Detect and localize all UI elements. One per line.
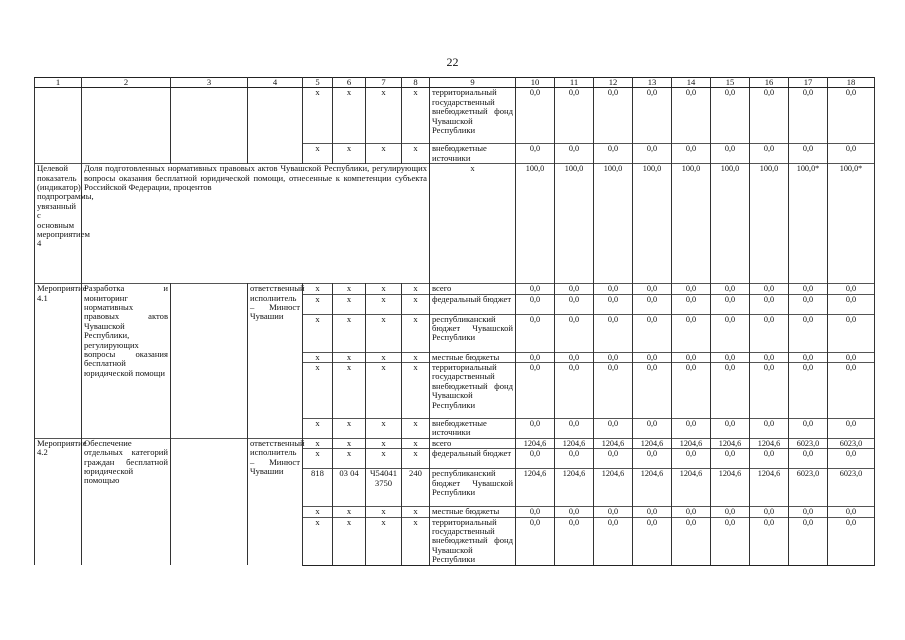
- code-cell: х: [366, 352, 402, 362]
- code-cell: х: [402, 352, 430, 362]
- value-cell: 0,0: [750, 284, 789, 294]
- value-cell: 0,0: [594, 144, 633, 164]
- activity-label: Мероприятие 4.1: [35, 284, 82, 439]
- value-cell: 0,0: [594, 352, 633, 362]
- code-cell: х: [333, 314, 366, 352]
- column-header: 9: [430, 78, 516, 88]
- column-header: 15: [711, 78, 750, 88]
- value-cell: 0,0: [516, 144, 555, 164]
- value-cell: 0,0: [828, 314, 875, 352]
- value-cell: 0,0: [633, 314, 672, 352]
- code-cell: х: [333, 294, 366, 314]
- value-cell: 0,0: [633, 449, 672, 469]
- budget-table: [34, 77, 875, 566]
- value-cell: 0,0: [828, 284, 875, 294]
- value-cell: 0,0: [594, 507, 633, 517]
- value-cell: 0,0: [555, 284, 594, 294]
- value-cell: 0,0: [672, 352, 711, 362]
- value-cell: 0,0: [594, 363, 633, 419]
- value-cell: 0,0: [789, 419, 828, 439]
- code-cell: х: [333, 284, 366, 294]
- value-cell: 0,0: [516, 294, 555, 314]
- code-cell: х: [333, 449, 366, 469]
- value-cell: 6023,0: [828, 469, 875, 507]
- value-cell: 0,0: [750, 294, 789, 314]
- code-cell: х: [402, 438, 430, 448]
- funding-source-cell: внебюджетные источники: [430, 419, 516, 439]
- value-cell: 0,0: [555, 314, 594, 352]
- code-cell: х: [366, 144, 402, 164]
- funding-source-cell: федеральный бюджет: [430, 294, 516, 314]
- value-cell: 0,0: [711, 517, 750, 565]
- value-cell: 0,0: [555, 144, 594, 164]
- value-cell: 0,0: [750, 88, 789, 144]
- value-cell: 0,0: [516, 314, 555, 352]
- value-cell: 0,0: [711, 88, 750, 144]
- code-cell: х: [333, 88, 366, 144]
- code-cell: 818: [303, 469, 333, 507]
- code-cell: х: [366, 88, 402, 144]
- column-header: 18: [828, 78, 875, 88]
- value-cell: 0,0: [555, 88, 594, 144]
- value-cell: 0,0: [633, 352, 672, 362]
- column-header: 14: [672, 78, 711, 88]
- value-cell: 0,0: [828, 419, 875, 439]
- value-cell: 0,0: [672, 294, 711, 314]
- column-header: 17: [789, 78, 828, 88]
- value-cell: 0,0: [711, 284, 750, 294]
- value-cell: 0,0: [750, 314, 789, 352]
- activity-executor: ответственный исполнитель – Минюст Чувашии: [248, 438, 303, 565]
- code-cell: х: [366, 419, 402, 439]
- value-cell: 0,0: [633, 363, 672, 419]
- column-header: 3: [171, 78, 248, 88]
- value-cell: 0,0: [516, 88, 555, 144]
- code-cell: х: [402, 294, 430, 314]
- value-cell: 0,0: [633, 517, 672, 565]
- value-cell: 0,0: [633, 284, 672, 294]
- code-cell: х: [402, 314, 430, 352]
- value-cell: 0,0: [555, 517, 594, 565]
- value-cell: 0,0: [711, 419, 750, 439]
- funding-source-cell: всего: [430, 438, 516, 448]
- empty-cell: [171, 284, 248, 439]
- funding-source-cell: внебюджетные источники: [430, 144, 516, 164]
- value-cell: 6023,0: [789, 438, 828, 448]
- funding-source-cell: республиканский бюджет Чувашской Республики: [430, 469, 516, 507]
- value-cell: 1204,6: [555, 438, 594, 448]
- value-cell: 0,0: [750, 144, 789, 164]
- code-cell: х: [402, 284, 430, 294]
- value-cell: 0,0: [672, 363, 711, 419]
- value-cell: 0,0: [828, 88, 875, 144]
- value-cell: 0,0: [789, 88, 828, 144]
- code-cell: х: [303, 363, 333, 419]
- code-cell: х: [303, 507, 333, 517]
- activity-name: Разработка и мониторинг нормативных правовых актов Чувашской Республики, регулирующих вопросы оказания бесплатной юридической помощи: [82, 284, 171, 439]
- value-cell: 0,0: [750, 517, 789, 565]
- code-cell: х: [303, 144, 333, 164]
- value-cell: 100,0: [594, 164, 633, 284]
- code-cell: х: [366, 517, 402, 565]
- funding-source-cell: территориальный государственный внебюджетный фонд Чувашской Республики: [430, 88, 516, 144]
- code-cell: х: [366, 449, 402, 469]
- page-number: 22: [446, 55, 459, 69]
- value-cell: 0,0: [594, 449, 633, 469]
- activity-executor: ответственный исполнитель – Минюст Чувашии: [248, 284, 303, 439]
- value-cell: 1204,6: [633, 469, 672, 507]
- code-cell: х: [366, 507, 402, 517]
- code-cell: х: [333, 507, 366, 517]
- value-cell: 0,0: [828, 449, 875, 469]
- value-cell: 0,0: [672, 88, 711, 144]
- value-cell: 0,0: [594, 314, 633, 352]
- value-cell: 1204,6: [672, 469, 711, 507]
- value-cell: 0,0: [789, 507, 828, 517]
- value-cell: 0,0: [750, 507, 789, 517]
- value-cell: 1204,6: [711, 438, 750, 448]
- value-cell: 0,0: [516, 517, 555, 565]
- value-cell: 0,0: [789, 284, 828, 294]
- column-header: 13: [633, 78, 672, 88]
- code-cell: х: [303, 352, 333, 362]
- value-cell: 0,0: [711, 352, 750, 362]
- code-cell: х: [333, 438, 366, 448]
- value-cell: 1204,6: [672, 438, 711, 448]
- empty-cell: [248, 88, 303, 164]
- code-cell: х: [402, 507, 430, 517]
- value-cell: 0,0: [633, 419, 672, 439]
- indicator-source: х: [430, 164, 516, 284]
- column-header: 8: [402, 78, 430, 88]
- value-cell: 0,0: [555, 419, 594, 439]
- value-cell: 0,0: [750, 449, 789, 469]
- value-cell: 0,0: [555, 507, 594, 517]
- activity-label: Мероприятие 4.2: [35, 438, 82, 565]
- code-cell: х: [366, 294, 402, 314]
- table-row: [35, 88, 875, 144]
- value-cell: 0,0: [711, 144, 750, 164]
- value-cell: 0,0: [633, 294, 672, 314]
- value-cell: 6023,0: [789, 469, 828, 507]
- value-cell: 1204,6: [594, 438, 633, 448]
- value-cell: 1204,6: [711, 469, 750, 507]
- code-cell: х: [303, 438, 333, 448]
- header-row: [35, 78, 875, 88]
- value-cell: 1204,6: [555, 469, 594, 507]
- value-cell: 0,0: [711, 449, 750, 469]
- value-cell: 0,0: [672, 144, 711, 164]
- code-cell: х: [303, 419, 333, 439]
- column-header: 16: [750, 78, 789, 88]
- empty-cell: [171, 88, 248, 164]
- value-cell: 0,0: [633, 88, 672, 144]
- code-cell: х: [402, 88, 430, 144]
- value-cell: 0,0: [555, 363, 594, 419]
- value-cell: 6023,0: [828, 438, 875, 448]
- value-cell: 100,0*: [828, 164, 875, 284]
- value-cell: 0,0: [789, 352, 828, 362]
- value-cell: 0,0: [633, 144, 672, 164]
- column-header: 4: [248, 78, 303, 88]
- code-cell: х: [366, 314, 402, 352]
- code-cell: х: [303, 284, 333, 294]
- value-cell: 1204,6: [516, 438, 555, 448]
- value-cell: 0,0: [750, 352, 789, 362]
- column-header: 7: [366, 78, 402, 88]
- value-cell: 0,0: [711, 507, 750, 517]
- column-header: 2: [82, 78, 171, 88]
- column-header: 6: [333, 78, 366, 88]
- value-cell: 0,0: [672, 314, 711, 352]
- funding-source-cell: всего: [430, 284, 516, 294]
- funding-source-cell: местные бюджеты: [430, 352, 516, 362]
- value-cell: 0,0: [672, 517, 711, 565]
- code-cell: х: [333, 517, 366, 565]
- value-cell: 0,0: [516, 449, 555, 469]
- value-cell: 0,0: [828, 363, 875, 419]
- value-cell: 0,0: [633, 507, 672, 517]
- value-cell: 0,0: [789, 314, 828, 352]
- value-cell: 0,0: [516, 352, 555, 362]
- code-cell: х: [402, 144, 430, 164]
- value-cell: 100,0: [750, 164, 789, 284]
- value-cell: 0,0: [828, 352, 875, 362]
- code-cell: х: [303, 294, 333, 314]
- value-cell: 0,0: [828, 507, 875, 517]
- value-cell: 0,0: [594, 517, 633, 565]
- value-cell: 0,0: [828, 294, 875, 314]
- value-cell: 0,0: [789, 363, 828, 419]
- column-header: 10: [516, 78, 555, 88]
- value-cell: 0,0: [594, 294, 633, 314]
- code-cell: х: [333, 419, 366, 439]
- value-cell: 0,0: [672, 449, 711, 469]
- code-cell: 03 04: [333, 469, 366, 507]
- code-cell: х: [303, 449, 333, 469]
- code-cell: х: [333, 352, 366, 362]
- funding-source-cell: территориальный государственный внебюджетный фонд Чувашской Республики: [430, 517, 516, 565]
- funding-source-cell: местные бюджеты: [430, 507, 516, 517]
- value-cell: 0,0: [516, 363, 555, 419]
- value-cell: 100,0: [633, 164, 672, 284]
- value-cell: 0,0: [594, 88, 633, 144]
- code-cell: х: [303, 314, 333, 352]
- column-header: 11: [555, 78, 594, 88]
- value-cell: 100,0: [711, 164, 750, 284]
- funding-source-cell: федеральный бюджет: [430, 449, 516, 469]
- value-cell: 0,0: [672, 507, 711, 517]
- funding-source-cell: республиканский бюджет Чувашской Республики: [430, 314, 516, 352]
- value-cell: 100,0: [555, 164, 594, 284]
- empty-cell: [82, 88, 171, 164]
- code-cell: х: [366, 284, 402, 294]
- value-cell: 0,0: [711, 314, 750, 352]
- value-cell: 100,0*: [789, 164, 828, 284]
- code-cell: х: [303, 517, 333, 565]
- value-cell: 0,0: [789, 449, 828, 469]
- value-cell: 0,0: [672, 419, 711, 439]
- value-cell: 0,0: [711, 294, 750, 314]
- value-cell: 0,0: [594, 419, 633, 439]
- value-cell: 0,0: [555, 449, 594, 469]
- code-cell: х: [366, 438, 402, 448]
- value-cell: 0,0: [828, 517, 875, 565]
- code-cell: х: [303, 88, 333, 144]
- value-cell: 0,0: [555, 294, 594, 314]
- activity-name: Обеспечение отдельных категорий граждан бесплатной юридической помощью: [82, 438, 171, 565]
- value-cell: 0,0: [516, 419, 555, 439]
- table-row: [35, 284, 875, 294]
- empty-cell: [171, 438, 248, 565]
- code-cell: х: [402, 363, 430, 419]
- value-cell: 0,0: [516, 284, 555, 294]
- indicator-row: [35, 164, 875, 284]
- table-row: [35, 438, 875, 448]
- value-cell: 0,0: [594, 284, 633, 294]
- value-cell: 1204,6: [516, 469, 555, 507]
- code-cell: х: [402, 419, 430, 439]
- value-cell: 0,0: [516, 507, 555, 517]
- value-cell: 0,0: [672, 284, 711, 294]
- column-header: 12: [594, 78, 633, 88]
- value-cell: 0,0: [789, 144, 828, 164]
- code-cell: Ч54041 3750: [366, 469, 402, 507]
- value-cell: 0,0: [789, 294, 828, 314]
- value-cell: 0,0: [555, 352, 594, 362]
- value-cell: 1204,6: [594, 469, 633, 507]
- funding-source-cell: территориальный государственный внебюджетный фонд Чувашской Республики: [430, 363, 516, 419]
- column-header: 1: [35, 78, 82, 88]
- value-cell: 100,0: [672, 164, 711, 284]
- code-cell: х: [402, 449, 430, 469]
- value-cell: 100,0: [516, 164, 555, 284]
- value-cell: 0,0: [789, 517, 828, 565]
- code-cell: х: [333, 144, 366, 164]
- code-cell: х: [366, 363, 402, 419]
- value-cell: 0,0: [828, 144, 875, 164]
- indicator-text: Доля подготовленных нормативных правовых актов Чувашской Республики, регулирующих вопросы оказания бесплатной юридической помощи, отнесенные к компетенции субъекта Российской Федерации, процентов: [82, 164, 430, 284]
- value-cell: 0,0: [750, 419, 789, 439]
- code-cell: 240: [402, 469, 430, 507]
- column-header: 5: [303, 78, 333, 88]
- code-cell: х: [402, 517, 430, 565]
- value-cell: 0,0: [750, 363, 789, 419]
- empty-cell: [35, 88, 82, 164]
- value-cell: 1204,6: [750, 438, 789, 448]
- indicator-label: Целевой показатель (индикатор) подпрограммы, увязанный с основным мероприятием 4: [35, 164, 82, 284]
- value-cell: 1204,6: [750, 469, 789, 507]
- value-cell: 1204,6: [633, 438, 672, 448]
- code-cell: х: [333, 363, 366, 419]
- value-cell: 0,0: [711, 363, 750, 419]
